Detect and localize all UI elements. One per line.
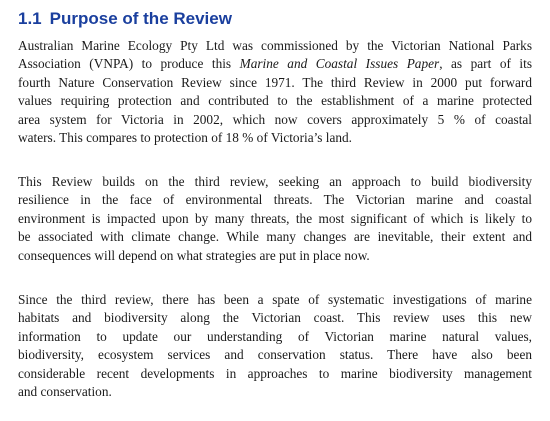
text-segment: Australian Marine Ecology Pty Ltd was commissioned by the Victorian National Parks — [18, 38, 532, 53]
text-line — [18, 228, 532, 246]
text-segment: resilience in the face of environmental threats. The Victorian marine and coastal — [18, 192, 532, 208]
text-line — [18, 92, 532, 110]
text-line — [18, 37, 532, 55]
text-segment: consequences will depend on what strategies are put in place now. — [18, 247, 370, 263]
text-segment: Since the third review, there has been a spate of systematic investigations of marine — [18, 292, 532, 307]
text-line — [18, 365, 532, 383]
text-line — [18, 328, 532, 346]
text-line — [18, 111, 532, 129]
text-line — [18, 309, 532, 327]
text-line — [18, 346, 532, 364]
section-number: 1.1 — [18, 9, 42, 28]
text-segment: considerable recent developments in approaches to marine biodiversity management — [18, 365, 532, 381]
text-segment: environment is impacted upon by many threats, the most significant of which is likely to — [18, 210, 532, 226]
text-segment: area system for Victoria in 2002, which now covers approximately 5 % of coastal — [18, 111, 532, 127]
text-line — [18, 291, 532, 309]
section-title: Purpose of the Review — [49, 9, 232, 28]
italic-title: Marine and Coastal Issues Paper — [239, 56, 440, 72]
text-segment: biodiversity, ecosystem services and conservation status. There have also been — [18, 347, 532, 363]
text-line — [18, 383, 532, 401]
paragraph — [18, 37, 532, 147]
text-segment: and conservation. — [18, 384, 112, 400]
text-segment: waters. This compares to protection of 18 % of Victoria’s land. — [18, 130, 353, 146]
text-segment: , as part of its — [439, 56, 532, 72]
text-segment: be associated with climate change. While many changes are inevitable, their extent and — [18, 229, 532, 245]
text-line — [18, 129, 532, 147]
text-line — [18, 74, 532, 92]
section-heading — [18, 9, 538, 29]
text-line — [18, 173, 532, 191]
text-line — [18, 210, 532, 228]
text-segment: habitats and biodiversity along the Victorian coast. This review uses this new — [18, 310, 532, 326]
text-segment: information to update our understanding of Victorian marine natural values, — [18, 328, 532, 344]
text-line — [18, 55, 532, 73]
text-line — [18, 247, 532, 265]
text-segment: This Review builds on the third review, seeking an approach to build biodiversity — [18, 174, 532, 189]
text-segment: Association (VNPA) to produce this — [18, 56, 240, 72]
text-segment: fourth Nature Conservation Review since 1971. The third Review in 2000 put forward — [18, 74, 532, 90]
text-line — [18, 191, 532, 209]
paragraph — [18, 173, 532, 265]
paragraph — [18, 291, 532, 401]
text-segment: values requiring protection and contributed to the establishment of a marine protected — [18, 93, 532, 109]
